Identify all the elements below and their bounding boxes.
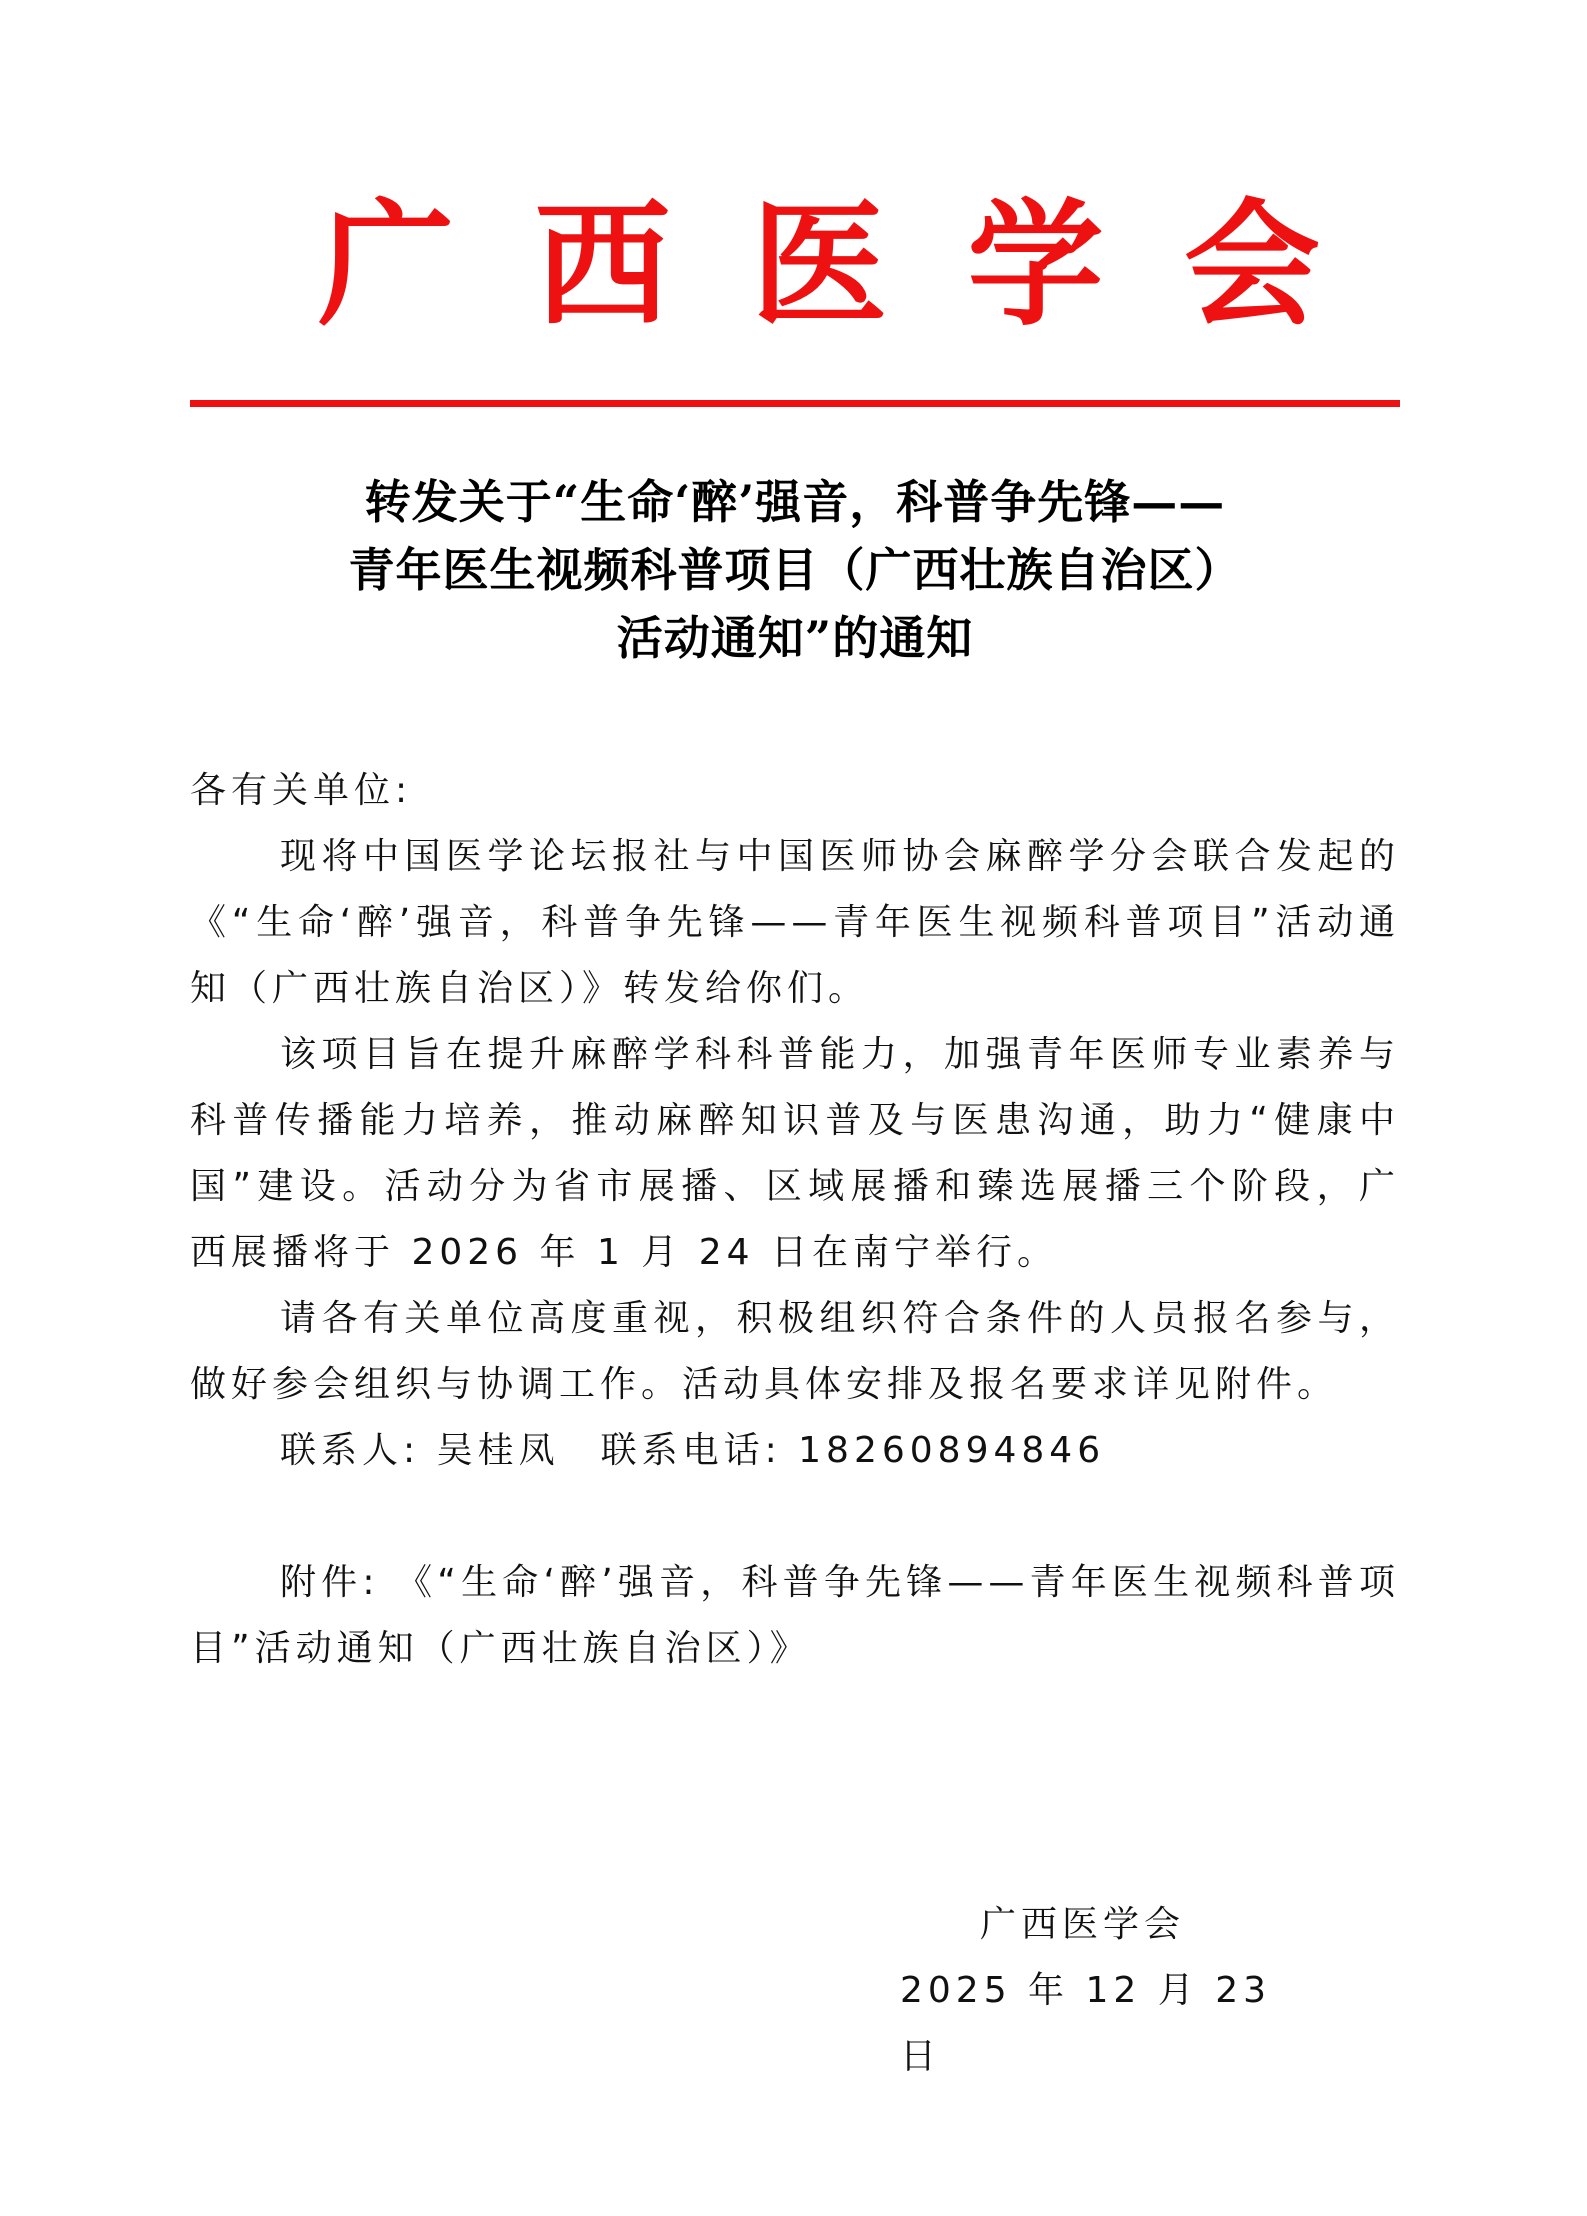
attachment-note: 附件: 《“生命‘醉’强音，科普争先锋——青年医生视频科普项目”活动通知（广西壮族自治区）》 bbox=[190, 1562, 1400, 1669]
title-line-1: 转发关于“生命‘醉’强音，科普争先锋—— bbox=[364, 475, 1226, 529]
signature-block bbox=[900, 1892, 1320, 2090]
signature-org: 广西医学会 bbox=[980, 1904, 1186, 1945]
paragraph-forwarding: 现将中国医学论坛报社与中国医师协会麻醉学分会联合发起的《“生命‘醉’强音，科普争先锋——青年医生视频科普项目”活动通知（广西壮族自治区）》转发给你们。 bbox=[190, 836, 1400, 1009]
letterhead-char: 西 bbox=[534, 185, 671, 345]
document-title bbox=[190, 468, 1400, 672]
document-body bbox=[190, 758, 1400, 1682]
letterhead-char: 医 bbox=[751, 185, 887, 345]
letterhead-char: 会 bbox=[1184, 185, 1320, 345]
letterhead-char: 学 bbox=[967, 185, 1104, 345]
salutation: 各有关单位: bbox=[190, 770, 413, 811]
paragraph-request: 请各有关单位高度重视，积极组织符合条件的人员报名参与，做好参会组织与协调工作。活动具体安排及报名要求详见附件。 bbox=[190, 1298, 1400, 1405]
title-line-2: 青年医生视频科普项目（广西壮族自治区） bbox=[348, 543, 1242, 597]
letterhead-char: 广 bbox=[318, 185, 454, 345]
contact-info: 联系人: 吴桂凤 联系电话: 18260894846 bbox=[280, 1430, 1106, 1471]
paragraph-project-purpose: 该项目旨在提升麻醉学科科普能力，加强青年医师专业素养与科普传播能力培养，推动麻醉知识普及与医患沟通，助力“健康中国”建设。活动分为省市展播、区域展播和臻选展播三个阶段，广西展播将于 2026 年 1 月 24 日在南宁举行。 bbox=[190, 1034, 1400, 1273]
spacer bbox=[190, 1484, 1400, 1550]
red-divider-line bbox=[190, 400, 1400, 407]
signature-date: 2025 年 12 月 23 日 bbox=[900, 1970, 1272, 2077]
title-line-3: 活动通知”的通知 bbox=[616, 611, 974, 665]
letterhead bbox=[190, 178, 1400, 353]
